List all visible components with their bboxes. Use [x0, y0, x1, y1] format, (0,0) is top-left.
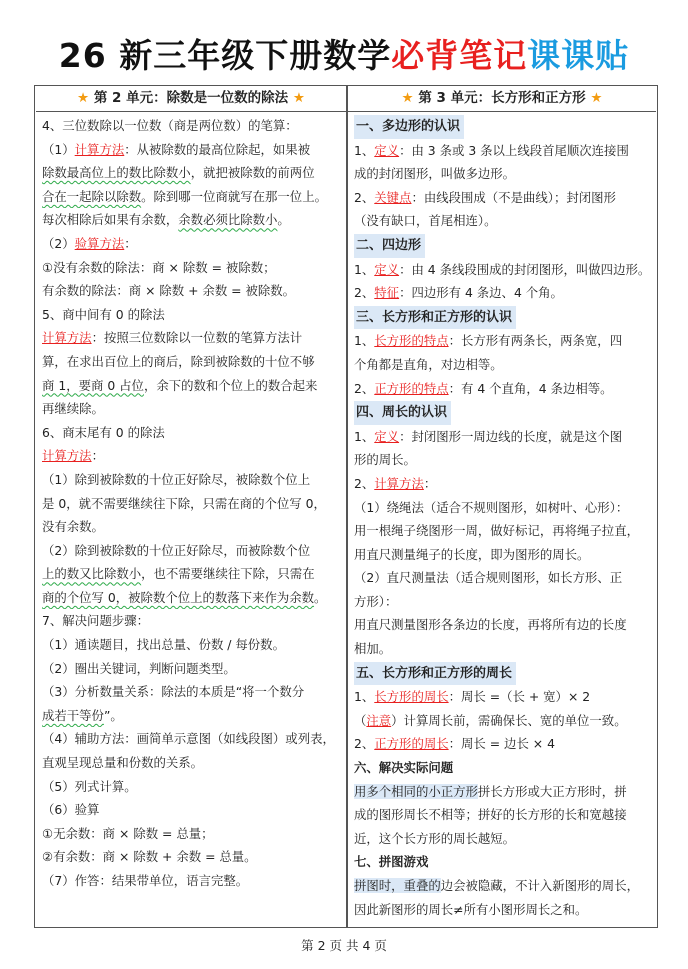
key-term: 计算方法 — [74, 141, 125, 157]
note-text: ①没有余数的除法：商 × 除数 = 被除数； — [42, 259, 276, 275]
note-line — [42, 869, 340, 893]
note-text: ： — [91, 448, 104, 464]
unit2-column — [36, 85, 346, 893]
note-line — [354, 377, 650, 401]
note-text: （4）辅助方法：画简单示意图（如线段图）或列表， — [42, 731, 335, 747]
note-text: （2）除到被除数的十位正好除尽，而被除数个位 — [42, 542, 311, 558]
note-text: 2、 — [354, 475, 375, 491]
note-text: 1、 — [354, 333, 375, 349]
key-term: 定义 — [374, 261, 400, 277]
note-line — [354, 827, 650, 851]
star-icon: ★ — [590, 90, 603, 106]
note-text: 个角都是直角，对边相等。 — [354, 356, 503, 372]
note-text: （1） — [42, 141, 75, 157]
note-text: （2）圈出关键词，判断问题类型。 — [42, 660, 236, 676]
note-text: ”。 — [103, 707, 123, 723]
note-text: ：由线段围成（不是曲线）；封闭图形 — [411, 189, 616, 205]
note-line — [354, 114, 650, 139]
key-phrase: 商 1，要商 0 占位 — [42, 377, 144, 393]
note-line — [354, 780, 650, 804]
key-term: 定义 — [374, 142, 400, 158]
key-phrase: 合在一起除以除数 — [42, 188, 142, 204]
note-text: ：从被除数的最高位除起，如果被 — [124, 141, 311, 157]
note-line — [42, 303, 340, 327]
page-title — [0, 30, 688, 77]
note-text: 边会被隐藏，不计入新图形的周长， — [440, 878, 639, 893]
key-term: 验算方法 — [74, 235, 125, 251]
star-icon: ★ — [77, 90, 90, 106]
note-text: 近，这个长方形的周长越短。 — [354, 830, 516, 846]
note-text: ：四边形有 4 条边、4 个角。 — [399, 285, 563, 301]
note-line — [354, 566, 650, 590]
note-line — [354, 400, 650, 425]
note-line — [354, 850, 650, 874]
note-text: ②有余数：商 × 除数 + 余数 = 总量。 — [42, 849, 257, 865]
note-line — [354, 661, 650, 686]
note-text: 形的周长。 — [354, 452, 416, 468]
key-term: 注意 — [366, 712, 392, 728]
unit3-column — [348, 85, 656, 921]
section-heading: 五、长方形和正方形的周长 — [354, 662, 516, 686]
note-line — [42, 798, 340, 822]
key-term: 定义 — [374, 428, 400, 444]
note-line — [42, 822, 340, 846]
note-line — [42, 680, 340, 704]
note-text: （ — [354, 712, 367, 728]
note-text: 2、 — [354, 285, 375, 301]
note-line — [42, 845, 340, 869]
note-line — [42, 775, 340, 799]
unit2-heading-text: 第 2 单元：除数是一位数的除法 — [93, 90, 289, 106]
note-text: 用直尺测量绳子的长度，即为图形的周长。 — [354, 546, 590, 562]
note-line — [354, 898, 650, 922]
note-line — [42, 374, 340, 398]
note-text: 7、解决问题步骤： — [42, 613, 150, 629]
key-phrase: 除数最高位上的数比除数小 — [42, 165, 191, 181]
note-text: 。 — [314, 589, 327, 605]
note-line — [42, 208, 340, 232]
note-line — [354, 590, 650, 614]
note-line — [354, 519, 650, 543]
note-text: 没有余数。 — [42, 519, 104, 535]
note-text: ，就把被除数的前两位 — [190, 165, 315, 181]
key-term: 长方形的周长 — [374, 689, 449, 705]
note-line — [354, 709, 650, 733]
note-line — [354, 329, 650, 353]
note-line — [42, 468, 340, 492]
note-line — [42, 185, 340, 209]
note-text: ①无余数：商 × 除数 = 总量； — [42, 825, 214, 841]
title-part-2: 必背笔记 — [391, 36, 528, 75]
note-text: ：长方形有两条长，两条宽，四 — [448, 333, 623, 349]
key-term: 关键点 — [374, 189, 412, 205]
note-line — [354, 281, 650, 305]
highlighted-text: 拼图时，重叠的 — [354, 878, 441, 893]
note-line — [42, 279, 340, 303]
note-text: （3）分析数量关系：除法的本质是“将一个数分 — [42, 684, 305, 700]
note-text: 2、 — [354, 189, 375, 205]
note-text: ： — [124, 235, 137, 251]
note-text: （2） — [42, 235, 75, 251]
note-line — [354, 448, 650, 472]
note-line — [354, 353, 650, 377]
note-line — [42, 492, 340, 516]
star-icon: ★ — [292, 90, 305, 106]
note-line — [354, 543, 650, 567]
note-text: ，余下的数和个位上的数合起来 — [143, 377, 318, 393]
note-line — [42, 421, 340, 445]
note-line — [354, 874, 650, 898]
note-text: （6）验算 — [42, 802, 100, 818]
unit3-heading-text: 第 3 单元：长方形和正方形 — [418, 90, 586, 106]
key-phrase: 商的个位写 0，被除数个位上的数落下来作为余数 — [42, 589, 315, 605]
title-part-3: 课课贴 — [527, 36, 630, 75]
note-line — [354, 186, 650, 210]
note-text: 2、 — [354, 380, 375, 396]
star-icon: ★ — [401, 90, 414, 106]
unit3-heading — [348, 85, 656, 112]
note-line — [42, 657, 340, 681]
unit3-notes — [354, 114, 650, 921]
unit2-heading — [36, 85, 346, 112]
note-text: 直观呈现总量和份数的关系。 — [42, 755, 204, 771]
note-line — [354, 732, 650, 756]
note-line — [354, 162, 650, 186]
section-heading: 四、周长的认识 — [354, 401, 451, 425]
note-text: （2）直尺测量法（适合规则图形，如长方形、正 — [354, 570, 623, 586]
note-line — [42, 256, 340, 280]
section-heading: 七、拼图游戏 — [354, 854, 429, 870]
section-heading: 六、解决实际问题 — [354, 760, 454, 776]
key-term: 特征 — [374, 285, 400, 301]
note-text: 1、 — [354, 689, 375, 705]
key-term: 正方形的特点 — [374, 380, 449, 396]
note-text: 有余数的除法：商 × 除数 + 余数 = 被除数。 — [42, 283, 296, 299]
note-line — [42, 114, 340, 138]
note-text: 成的图形周长不相等；拼好的长方形的长和宽越接 — [354, 807, 627, 823]
note-line — [354, 425, 650, 449]
note-text: 成的封闭图形，叫做多边形。 — [354, 166, 516, 182]
note-line — [42, 751, 340, 775]
note-text: ：由 4 条线段围成的封闭图形，叫做四边形。 — [399, 261, 650, 277]
note-line — [354, 139, 650, 163]
key-phrase: 上的数又比除数小 — [42, 566, 142, 582]
note-text: ：周长 =（长 + 宽）× 2 — [448, 689, 591, 705]
note-text: （1）绕绳法（适合不规则图形，如树叶、心形）： — [354, 499, 629, 515]
section-heading: 一、多边形的认识 — [354, 115, 464, 139]
note-line — [42, 138, 340, 162]
note-line — [42, 161, 340, 185]
note-line — [42, 727, 340, 751]
note-text: ：由 3 条或 3 条以上线段首尾顺次连接围 — [399, 142, 629, 158]
note-text: 用直尺测量图形各条边的长度，再将所有边的长度 — [354, 617, 627, 633]
note-text: 6、商末尾有 0 的除法 — [42, 424, 165, 440]
key-term: 长方形的特点 — [374, 333, 449, 349]
key-term: 计算方法 — [42, 448, 92, 464]
note-line — [42, 515, 340, 539]
note-text: 5、商中间有 0 的除法 — [42, 306, 165, 322]
note-line — [354, 613, 650, 637]
section-heading: 三、长方形和正方形的认识 — [354, 306, 516, 330]
note-text: 再继续除。 — [42, 401, 104, 417]
key-term: 计算方法 — [374, 475, 424, 491]
note-text: 。 — [277, 212, 290, 228]
note-text: 1、 — [354, 428, 375, 444]
note-text: ：封闭图形一周边线的长度，就是这个图 — [399, 428, 623, 444]
key-phrase: 余数必须比除数小 — [178, 212, 278, 228]
note-text: （没有缺口，首尾相连）。 — [354, 213, 497, 229]
note-line — [42, 562, 340, 586]
note-line — [42, 586, 340, 610]
note-line — [42, 704, 340, 728]
note-text: 因此新图形的周长≠所有小图形周长之和。 — [354, 901, 588, 917]
note-text: ：周长 = 边长 × 4 — [448, 736, 555, 752]
note-text: 。除到哪一位商就写在那一位上。 — [141, 188, 327, 204]
note-line — [42, 350, 340, 374]
note-line — [354, 756, 650, 780]
note-text: （1）除到被除数的十位正好除尽，被除数个位上 — [42, 471, 311, 487]
note-line — [42, 444, 340, 468]
note-text: （5）列式计算。 — [42, 778, 137, 794]
highlighted-text: 用多个相同的小正方形 — [354, 783, 478, 799]
unit2-notes — [42, 114, 340, 893]
note-line — [354, 803, 650, 827]
note-text: 1、 — [354, 261, 375, 277]
note-line — [42, 609, 340, 633]
note-line — [354, 472, 650, 496]
note-line — [42, 539, 340, 563]
note-text: 是 0，就不需要继续往下除，只需在商的个位写 0， — [42, 495, 326, 511]
note-text: （1）通读题目，找出总量、份数 / 每份数。 — [42, 637, 285, 653]
note-line — [354, 685, 650, 709]
note-line — [42, 633, 340, 657]
note-line — [354, 258, 650, 282]
key-term: 正方形的周长 — [374, 736, 449, 752]
key-phrase: 成若干等份 — [42, 707, 104, 723]
title-part-1: 26 新三年级下册数学 — [58, 36, 392, 75]
note-text: 每次相除后如果有余数， — [42, 212, 179, 228]
note-text: ）计算周长前，需确保长、宽的单位一致。 — [391, 712, 627, 728]
note-line — [42, 326, 340, 350]
note-text: （7）作答：结果带单位，语言完整。 — [42, 873, 249, 888]
note-text: ，也不需要继续往下除，只需在 — [141, 566, 315, 582]
note-text: 4、三位数除以一位数（商是两位数）的笔算： — [42, 118, 298, 133]
key-term: 计算方法 — [42, 330, 92, 346]
note-text: 用一根绳子绕图形一周，做好标记，再将绳子拉直， — [354, 523, 639, 539]
note-line — [354, 496, 650, 520]
note-text: 算，在求出百位上的商后，除到被除数的十位不够 — [42, 353, 315, 369]
note-line — [42, 232, 340, 256]
note-text: 拼长方形或大正方形时，拼 — [477, 783, 627, 799]
note-text: ：有 4 个直角，4 条边相等。 — [448, 380, 613, 396]
note-text: 相加。 — [354, 641, 392, 657]
note-text: 1、 — [354, 142, 375, 158]
note-text: 方形）： — [354, 593, 398, 609]
note-text: 2、 — [354, 736, 375, 752]
note-text: ：按照三位数除以一位数的笔算方法计 — [91, 330, 303, 346]
note-text: ： — [423, 475, 437, 491]
note-line — [42, 397, 340, 421]
section-heading: 二、四边形 — [354, 234, 425, 258]
note-line — [354, 209, 650, 233]
note-line — [354, 637, 650, 661]
note-line — [354, 233, 650, 258]
note-line — [354, 305, 650, 330]
page-footer: 第 2 页 共 4 页 — [301, 938, 387, 953]
